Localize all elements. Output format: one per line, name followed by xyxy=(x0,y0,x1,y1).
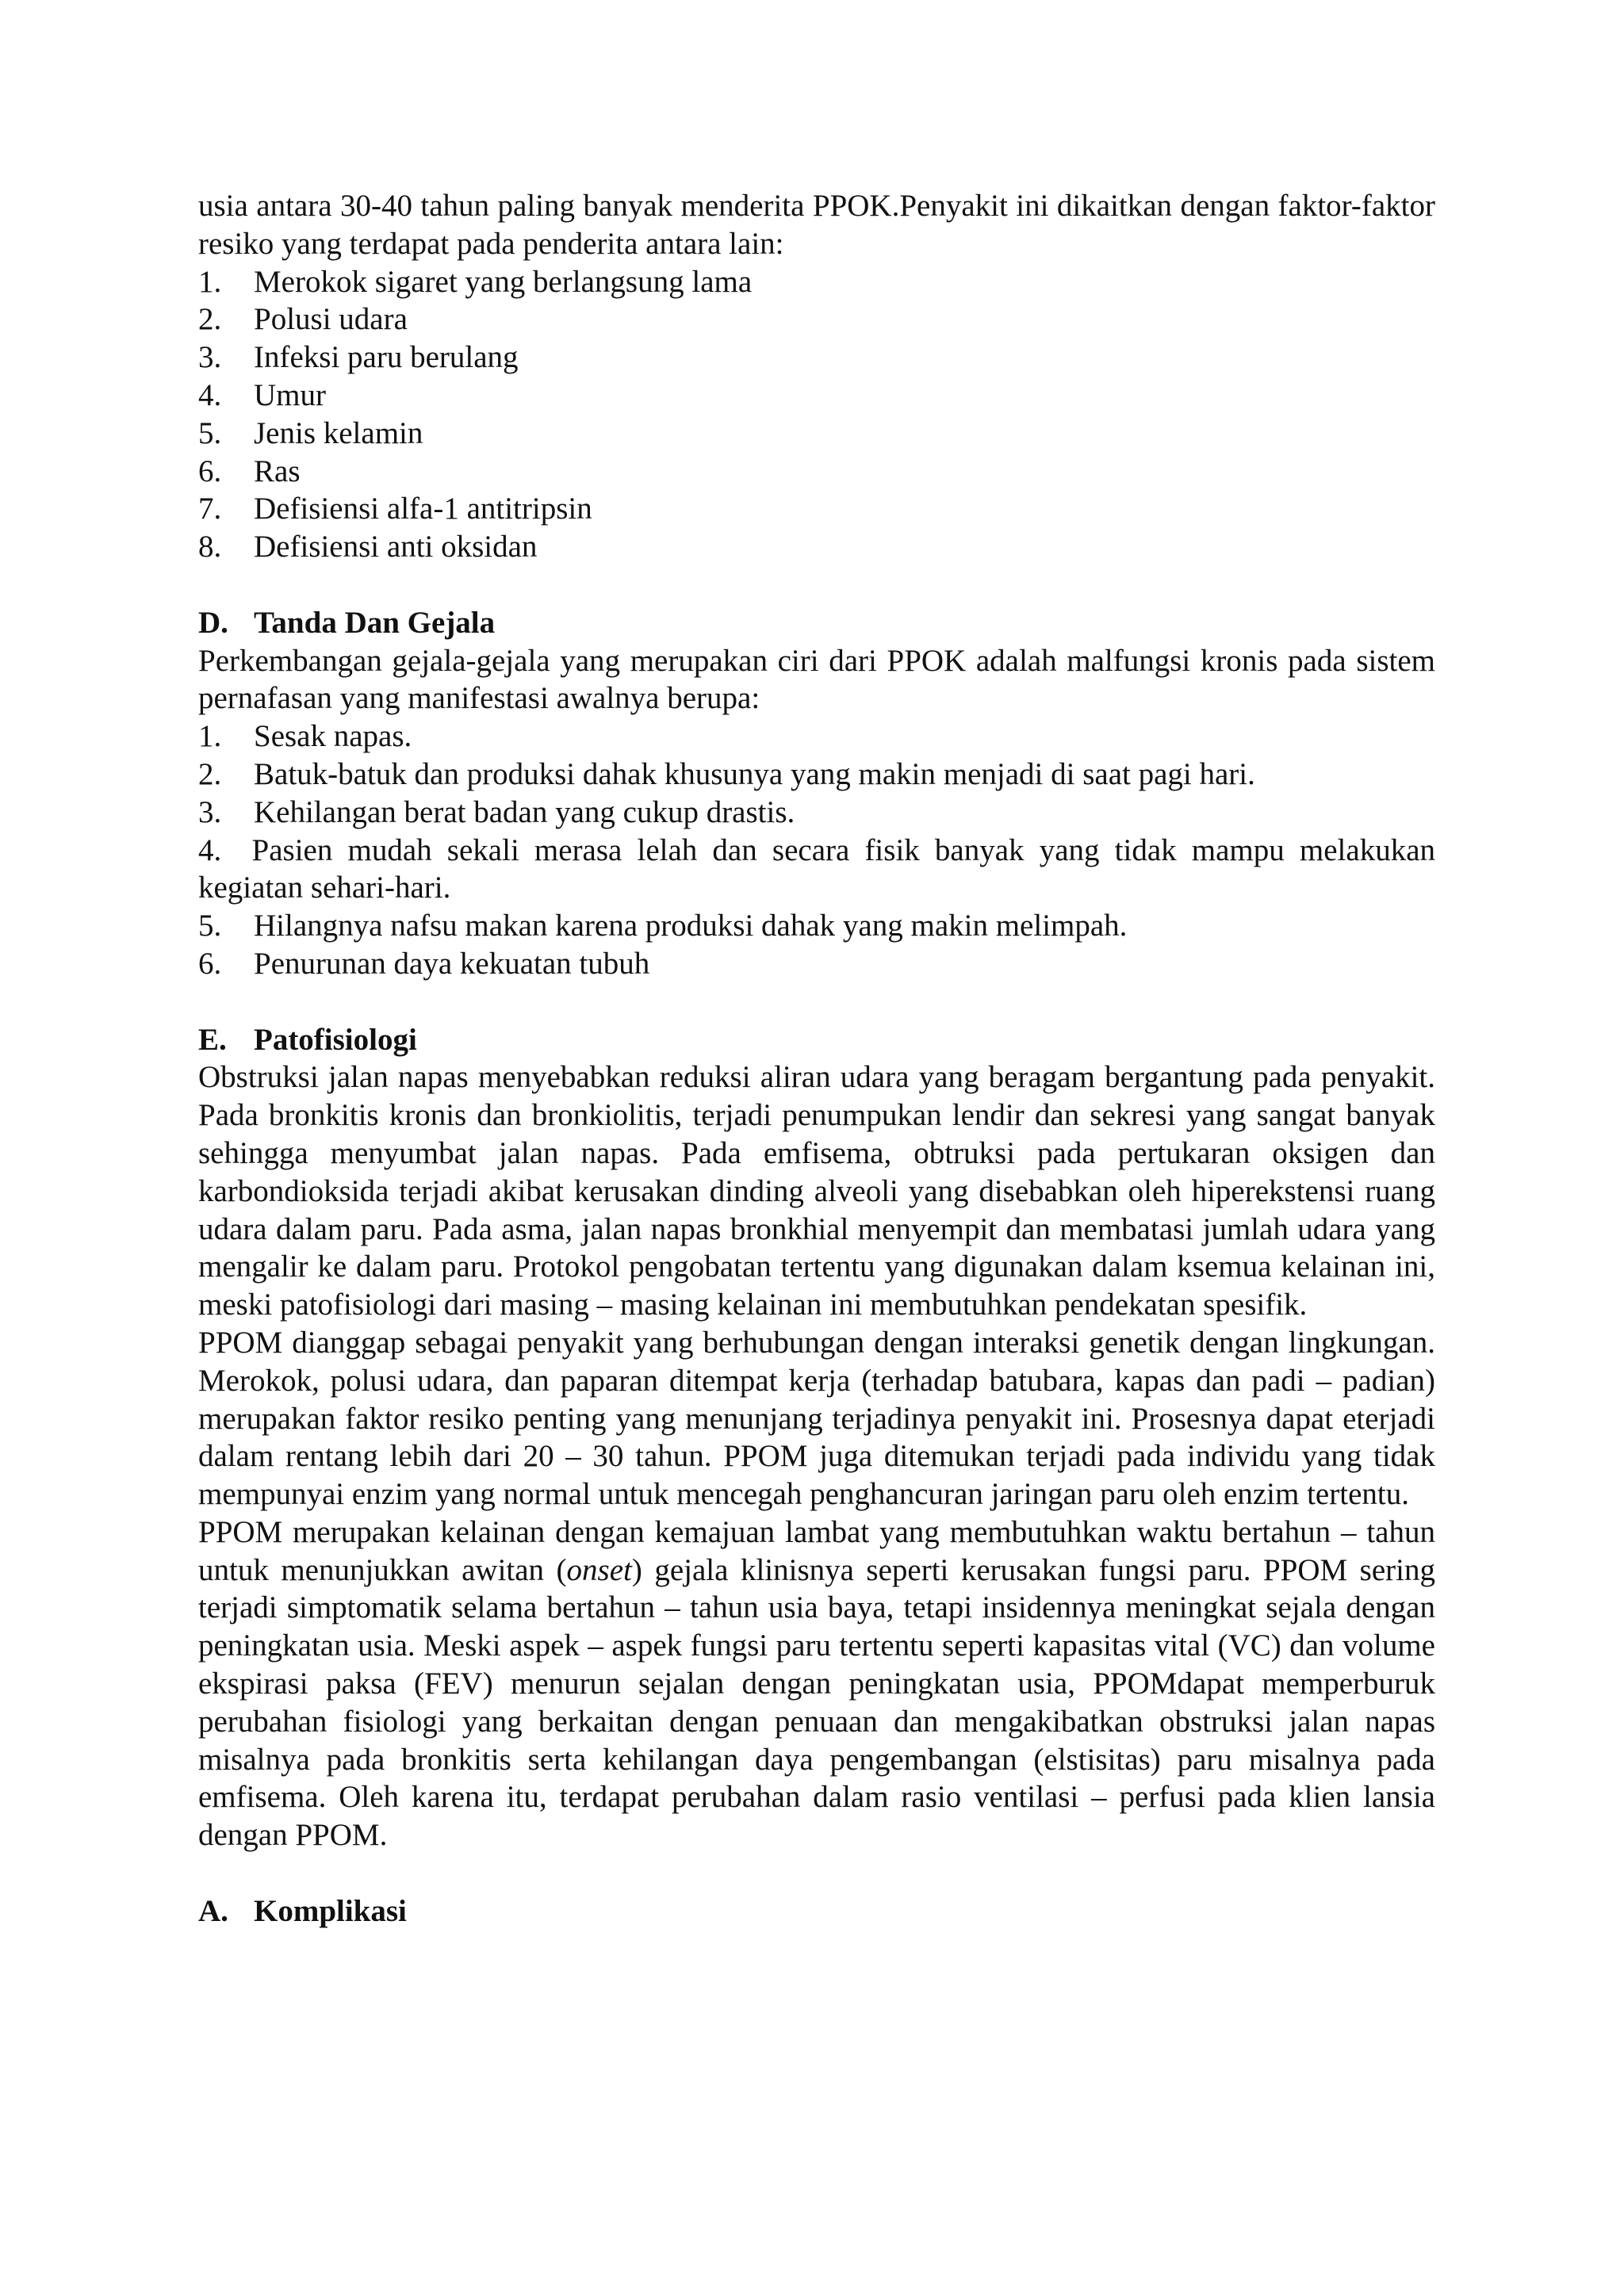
section-heading-a xyxy=(198,1892,1435,1931)
italic-term: onset xyxy=(566,1552,632,1587)
list-number: 5. xyxy=(198,415,222,450)
section-title: Patofisiologi xyxy=(254,1022,417,1057)
list-text: Sesak napas. xyxy=(254,719,412,754)
list-item xyxy=(198,794,1435,832)
list-text: Kehilangan berat badan yang cukup drastis. xyxy=(254,794,795,829)
list-text: Ras xyxy=(254,453,301,488)
list-item xyxy=(198,339,1435,377)
list-text: Polusi udara xyxy=(254,302,408,337)
section-d-paragraph: Perkembangan gejala-gejala yang merupakan ciri dari PPOK adalah malfungsi kronis pada sistem pernafasan yang manifestasi awalnya berupa: xyxy=(198,643,1435,716)
spacer xyxy=(198,983,1435,1021)
section-letter: A. xyxy=(198,1893,228,1928)
intro-paragraph: usia antara 30-40 tahun paling banyak menderita PPOK.Penyakit ini dikaitkan dengan faktor-faktor resiko yang terdapat pada penderita antara lain: xyxy=(198,189,1435,261)
list-item-wrapped xyxy=(198,832,1435,908)
paragraph-text: ) gejala klinisnya seperti kerusakan fungsi paru. PPOM sering terjadi simptomatik selama bertahun – tahun usia baya, tetapi insidennya meningkat sejala dengan peningkatan usia. Meski aspek – aspek fungsi paru tertentu seperti kapasitas vital (VC) dan volume ekspirasi paksa (FEV) menurun sejalan dengan peningkatan usia, PPOMdapat memperburuk perubahan fisiologi yang berkaitan dengan penuaan dan mengakibatkan obstruksi jalan napas misalnya pada bronkitis serta kehilangan daya pengembangan (elstisitas) paru misalnya pada emfisema. Oleh karena itu, terdapat perubahan dalam rasio ventilasi – perfusi pada klien lansia dengan PPOM. xyxy=(198,1552,1435,1853)
risk-factor-list xyxy=(198,263,1435,566)
list-number: 6. xyxy=(198,946,222,981)
spacer xyxy=(198,1854,1435,1892)
section-letter: E. xyxy=(198,1022,227,1057)
list-item xyxy=(198,300,1435,339)
list-number: 5. xyxy=(198,909,222,943)
list-item xyxy=(198,756,1435,794)
list-number: 2. xyxy=(198,302,222,337)
list-number: 7. xyxy=(198,492,222,526)
list-text: Defisiensi alfa-1 antitripsin xyxy=(254,492,592,526)
list-text: Defisiensi anti oksidan xyxy=(254,530,538,564)
list-item xyxy=(198,718,1435,756)
list-number: 2. xyxy=(198,756,222,791)
list-text: Penurunan daya kekuatan tubuh xyxy=(254,946,650,981)
list-number: 1. xyxy=(198,264,222,299)
section-e-paragraph-3 xyxy=(198,1513,1435,1854)
list-text: Pasien mudah sekali merasa lelah dan secara fisik banyak yang tidak mampu melakukan kegiatan sehari-hari. xyxy=(198,832,1436,905)
section-title: Tanda Dan Gejala xyxy=(254,605,496,640)
list-text: Umur xyxy=(254,377,326,412)
spacer xyxy=(198,566,1435,604)
list-text: Jenis kelamin xyxy=(254,415,423,450)
list-item xyxy=(198,263,1435,301)
section-e-paragraph-1: Obstruksi jalan napas menyebabkan reduksi aliran udara yang beragam bergantung pada penyakit. Pada bronkitis kronis dan bronkiolitis, terjadi penumpukan lendir dan sekresi yang sangat banyak sehingga menyumbat jalan napas. Pada emfisema, obtruksi pada pertukaran oksigen dan karbondioksida terjadi akibat kerusakan dinding alveoli yang disebabkan oleh hiperekstensi ruang udara dalam paru. Pada asma, jalan napas bronkhial menyempit dan membatasi jumlah udara yang mengalir ke dalam paru. Protokol pengobatan tertentu yang digunakan dalam ksemua kelainan ini, meski patofisiologi dari masing – masing kelainan ini membutuhkan pendekatan spesifik. xyxy=(198,1060,1435,1322)
symptom-list-continued xyxy=(198,907,1435,983)
section-heading-e xyxy=(198,1021,1435,1059)
list-item xyxy=(198,490,1435,528)
list-number: 8. xyxy=(198,530,222,564)
list-text: Hilangnya nafsu makan karena produksi dahak yang makin melimpah. xyxy=(254,909,1128,943)
section-title: Komplikasi xyxy=(254,1893,407,1928)
list-text: Batuk-batuk dan produksi dahak khusunya yang makin menjadi di saat pagi hari. xyxy=(254,756,1255,791)
list-number: 3. xyxy=(198,794,222,829)
list-text: Infeksi paru berulang xyxy=(254,340,519,375)
list-number: 1. xyxy=(198,719,222,754)
document-page xyxy=(198,187,1435,1931)
section-e-paragraph-2: PPOM dianggap sebagai penyakit yang berhubungan dengan interaksi genetik dengan lingkungan. Merokok, polusi udara, dan paparan ditempat kerja (terhadap batubara, kapas dan padi – padian) merupakan faktor resiko penting yang menunjang terjadinya penyakit ini. Prosesnya dapat eterjadi dalam rentang lebih dari 20 – 30 tahun. PPOM juga ditemukan terjadi pada individu yang tidak mempunyai enzim yang normal untuk mencegah penghancuran jaringan paru oleh enzim tertentu. xyxy=(198,1325,1435,1512)
list-item xyxy=(198,377,1435,415)
list-item xyxy=(198,528,1435,566)
symptom-list xyxy=(198,718,1435,831)
list-number: 3. xyxy=(198,340,222,375)
list-item xyxy=(198,453,1435,491)
list-number: 4. xyxy=(198,377,222,412)
paragraph-text: PPOM merupakan kelainan dengan kemajuan lambat yang membutuhkan waktu bertahun – tahun untuk menunjukkan awitan ( xyxy=(198,1514,1435,1587)
list-number: 4. xyxy=(198,832,222,867)
list-item xyxy=(198,907,1435,945)
list-text: Merokok sigaret yang berlangsung lama xyxy=(254,264,753,299)
list-item xyxy=(198,945,1435,983)
list-number: 6. xyxy=(198,453,222,488)
list-item xyxy=(198,415,1435,453)
section-heading-d xyxy=(198,604,1435,642)
section-letter: D. xyxy=(198,605,228,640)
